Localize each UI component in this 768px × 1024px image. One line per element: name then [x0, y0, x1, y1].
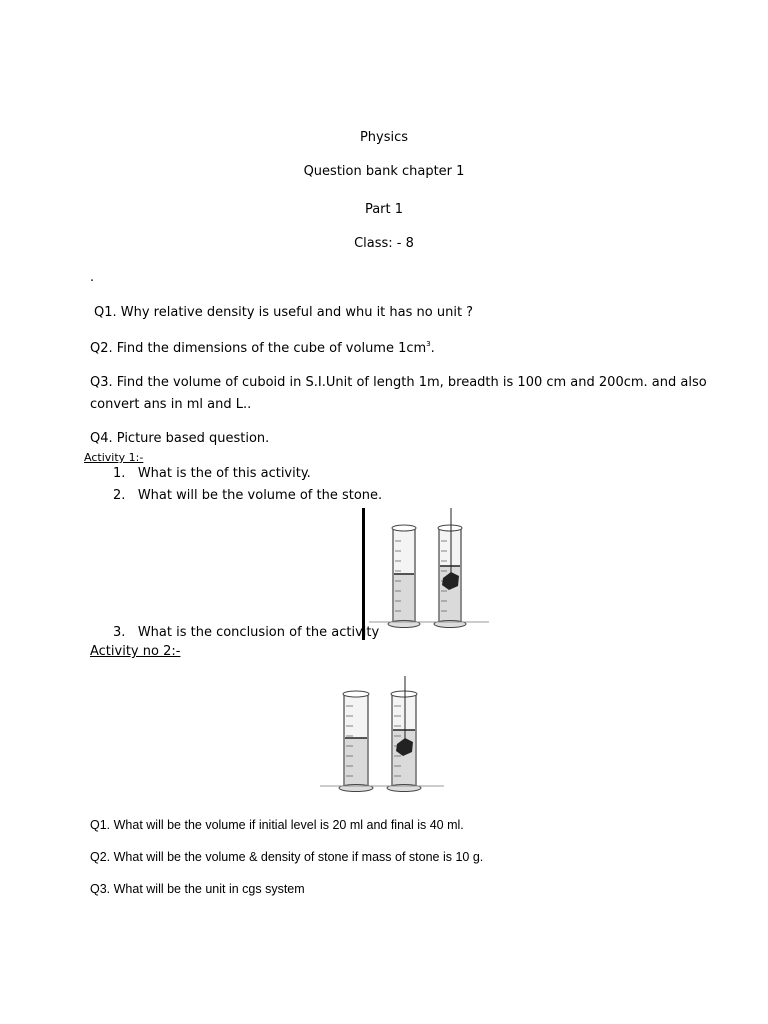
activity-1-item-3: 3. What is the conclusion of the activity: [113, 625, 380, 640]
document-title: Question bank chapter 1: [303, 164, 465, 179]
question-3-line-2: convert ans in ml and L..: [90, 397, 252, 412]
question-2: Q2. Find the dimensions of the cube of volume $1cm^3$.: [90, 340, 435, 356]
part-label: Part 1: [364, 202, 404, 217]
class-label: Class: - 8: [354, 236, 414, 251]
right-measuring-cylinder: [434, 508, 466, 628]
question-3-line-1: Q3. Find the volume of cuboid in S.I.Unit of length 1m, breadth is 100 cm and 200cm. and also: [90, 375, 707, 390]
activity-1-heading: Activity 1:-: [84, 451, 144, 464]
question-4: Q4. Picture based question.: [90, 431, 270, 446]
activity-2-heading: Activity no 2:-: [90, 644, 181, 659]
question-1: Q1. Why relative density is useful and whu it has no unit ?: [94, 305, 474, 320]
measuring-cylinders-figure-1: [365, 506, 493, 634]
right-measuring-cylinder: [387, 676, 421, 792]
left-measuring-cylinder: [388, 525, 420, 628]
activity-2-question-2: Q2. What will be the volume & density of stone if mass of stone is 10 g.: [90, 850, 484, 864]
activity-1-item-1: 1. What is the of this activity.: [113, 466, 311, 481]
stray-dot: .: [90, 270, 95, 285]
measuring-cylinders-figure-2: [318, 674, 446, 798]
activity-2-question-1: Q1. What will be the volume if initial level is 20 ml and final is 40 ml.: [90, 818, 464, 832]
subject-title: Physics: [359, 130, 409, 145]
left-measuring-cylinder: [339, 691, 373, 792]
activity-2-question-3: Q3. What will be the unit in cgs system: [90, 882, 305, 896]
activity-1-item-2: 2. What will be the volume of the stone.: [113, 488, 383, 503]
